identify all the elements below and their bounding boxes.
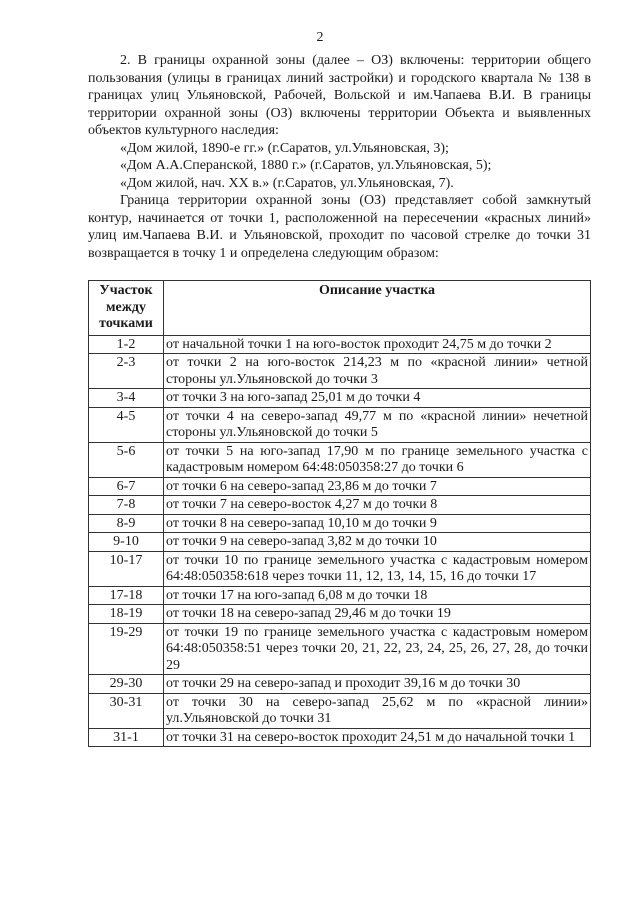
table-row (89, 605, 591, 624)
segment-cell: 5-6 (89, 442, 164, 477)
segment-cell: 6-7 (89, 477, 164, 496)
description-cell: от точки 19 по границе земельного участка с кадастровым номером 64:48:050358:51 через точки 20, 21, 22, 23, 24, 25, 26, 27, 28, до точки 29 (164, 623, 591, 675)
table-header-row (89, 281, 591, 336)
page-number: 2 (316, 30, 324, 45)
table-row (89, 675, 591, 694)
header-segment: Участок между точками (89, 281, 164, 336)
description-cell: от начальной точки 1 на юго-восток проходит 24,75 м до точки 2 (164, 335, 591, 354)
segment-cell: 17-18 (89, 586, 164, 605)
table-row (89, 514, 591, 533)
zone-paragraph: 2. В границы охранной зоны (далее – ОЗ) включены: территории общего пользования (улицы в границах линий застройки) и городского квартала № 138 в границах улиц Ульяновской, Рабочей, Вольской и им.Чапаева В.И. В границы территории охранной зоны (ОЗ) включены территории Объекта и выявленных объектов культурного наследия: (88, 53, 591, 138)
description-cell: от точки 4 на северо-запад 49,77 м по «красной линии» нечетной стороны ул.Ульяновской до точки 5 (164, 407, 591, 442)
table-row (89, 354, 591, 389)
segment-cell: 2-3 (89, 354, 164, 389)
description-cell: от точки 2 на юго-восток 214,23 м по «красной линии» четной стороны ул.Ульяновской до точки 3 (164, 354, 591, 389)
table-row (89, 477, 591, 496)
description-cell: от точки 18 на северо-запад 29,46 м до точки 19 (164, 605, 591, 624)
table-row (89, 623, 591, 675)
description-cell: от точки 30 на северо-запад 25,62 м по «красной линии» ул.Ульяновской до точки 31 (164, 693, 591, 728)
segment-cell: 18-19 (89, 605, 164, 624)
description-cell: от точки 5 на юго-запад 17,90 м по границе земельного участка с кадастровым номером 64:48:050358:27 до точки 6 (164, 442, 591, 477)
segment-cell: 1-2 (89, 335, 164, 354)
boundary-sections-table (88, 280, 591, 747)
segment-cell: 19-29 (89, 623, 164, 675)
table-row (89, 533, 591, 552)
segment-cell: 9-10 (89, 533, 164, 552)
table-row (89, 693, 591, 728)
segment-cell: 31-1 (89, 728, 164, 747)
description-cell: от точки 7 на северо-восток 4,27 м до точки 8 (164, 496, 591, 515)
description-cell: от точки 10 по границе земельного участка с кадастровым номером 64:48:050358:618 через точки 11, 12, 13, 14, 15, 16 до точки 17 (164, 551, 591, 586)
table-row (89, 407, 591, 442)
description-cell: от точки 9 на северо-запад 3,82 м до точки 10 (164, 533, 591, 552)
description-cell: от точки 31 на северо-восток проходит 24,51 м до начальной точки 1 (164, 728, 591, 747)
table-row (89, 335, 591, 354)
heritage-object-item: «Дом жилой, нач. XX в.» (г.Саратов, ул.Ульяновская, 7). (120, 175, 454, 191)
header-description: Описание участка (164, 281, 591, 336)
table-row (89, 496, 591, 515)
description-cell: от точки 6 на северо-запад 23,86 м до точки 7 (164, 477, 591, 496)
segment-cell: 30-31 (89, 693, 164, 728)
segment-cell: 3-4 (89, 389, 164, 408)
description-cell: от точки 8 на северо-запад 10,10 м до точки 9 (164, 514, 591, 533)
heritage-object-item: «Дом жилой, 1890-е гг.» (г.Саратов, ул.Ульяновская, 3); (120, 140, 449, 156)
segment-cell: 7-8 (89, 496, 164, 515)
segment-cell: 4-5 (89, 407, 164, 442)
heritage-object-item: «Дом А.А.Сперанской, 1880 г.» (г.Саратов, ул.Ульяновская, 5); (120, 158, 492, 173)
segment-cell: 29-30 (89, 675, 164, 694)
segment-cell: 10-17 (89, 551, 164, 586)
table-row (89, 728, 591, 747)
table-row (89, 389, 591, 408)
boundary-paragraph: Граница территории охранной зоны (ОЗ) представляет собой замкнутый контур, начинается от точки 1, расположенной на пересечении «красных линий» улиц им.Чапаева В.И. и Ульяновской, проходит по часовой стрелке до точки 31 возвращается в точку 1 и определена следующим образом: (88, 193, 591, 261)
table-row (89, 586, 591, 605)
table-row (89, 551, 591, 586)
table-row (89, 442, 591, 477)
description-cell: от точки 29 на северо-запад и проходит 39,16 м до точки 30 (164, 675, 591, 694)
segment-cell: 8-9 (89, 514, 164, 533)
description-cell: от точки 3 на юго-запад 25,01 м до точки 4 (164, 389, 591, 408)
intro-text (88, 52, 591, 262)
description-cell: от точки 17 на юго-запад 6,08 м до точки 18 (164, 586, 591, 605)
